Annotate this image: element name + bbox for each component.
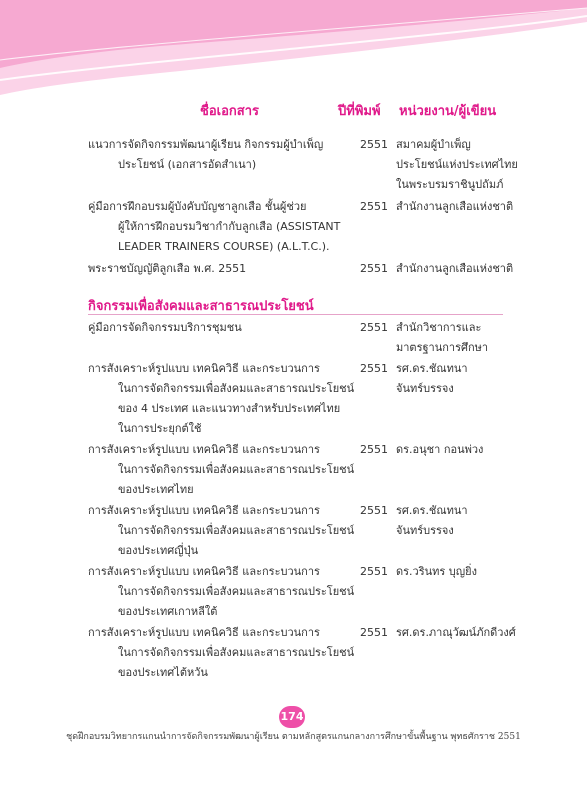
entry-year: 2551: [360, 321, 388, 334]
entry-author-line: ในพระบรมราชินูปถัมภ์: [396, 178, 504, 191]
entry-title-line: คู่มือการฝึกอบรมผู้บังคับบัญชาลูกเสือ ชั้นผู้ช่วย: [88, 200, 307, 213]
entry-author-line: รศ.ดร.ชัณทนา: [396, 504, 468, 517]
entry-title-line: ของประเทศไต้หวัน: [118, 666, 208, 679]
entry-title-line: การสังเคราะห์รูปแบบ เทคนิควิธี และกระบวนการ: [88, 626, 320, 639]
section-divider: [88, 314, 503, 315]
entry-author: [396, 135, 518, 195]
page-footer: ชุดฝึกอบรมวิทยากรแกนนำการจัดกิจกรรมพัฒนาผู้เรียน ตามหลักสูตรแกนกลางการศึกษาขั้นพื้นฐาน พุทธศักราช 2551: [66, 732, 521, 742]
page-number-badge: [279, 706, 305, 728]
entry-year: 2551: [360, 504, 388, 517]
entry-author-line: รศ.ดร.ภาณุวัฒน์ภักดีวงศ์: [396, 626, 516, 639]
entry-author-line: ประโยชน์แห่งประเทศไทย: [396, 158, 518, 171]
entry-title-line: ของประเทศไทย: [118, 483, 194, 496]
entry-year: 2551: [360, 200, 388, 213]
entry-title-line: ในการจัดกิจกรรมเพื่อสังคมและสาธารณประโยชน์: [118, 646, 355, 659]
entry-author: [396, 562, 514, 582]
entry-title-line: ของประเทศญี่ปุ่น: [118, 544, 199, 557]
entry-title-line: ในการจัดกิจกรรมเพื่อสังคมและสาธารณประโยชน์: [118, 463, 355, 476]
entry-title: [88, 562, 355, 622]
entry-title-line: ในการจัดกิจกรรมเพื่อสังคมและสาธารณประโยชน์: [118, 382, 355, 395]
entry-author: [396, 259, 514, 279]
entry-title-line: คู่มือการจัดกิจกรรมบริการชุมชน: [88, 321, 242, 334]
entry-title-line: การสังเคราะห์รูปแบบ เทคนิควิธี และกระบวนการ: [88, 504, 320, 517]
entry-title: [88, 135, 350, 175]
header-banner: [0, 0, 587, 110]
entry-title-line: การสังเคราะห์รูปแบบ เทคนิควิธี และกระบวนการ: [88, 565, 320, 578]
entry-author-line: จันทร์บรรจง: [396, 382, 454, 395]
entry-author-line: ดร.วรินทร บุญยิ่ง: [396, 565, 477, 578]
entry-title: [88, 501, 355, 561]
entry-title-line: ในการจัดกิจกรรมเพื่อสังคมและสาธารณประโยชน์: [118, 524, 355, 537]
entry-title-line: ผู้ให้การฝึกอบรมวิชากำกับลูกเสือ (ASSISTANT: [118, 220, 341, 233]
entry-title: [88, 259, 350, 279]
entry-author: [396, 623, 514, 643]
entry-title-line: ประโยชน์ (เอกสารอัดสำเนา): [118, 158, 257, 171]
entry-author-line: มาตรฐานการศึกษา: [396, 341, 489, 354]
column-header-author: หน่วยงาน/ผู้เขียน: [399, 104, 497, 119]
entry-title-line: การสังเคราะห์รูปแบบ เทคนิควิธี และกระบวนการ: [88, 362, 320, 375]
entry-author-line: สมาคมผู้บำเพ็ญ: [396, 138, 471, 151]
entry-year: 2551: [360, 262, 388, 275]
entry-title-line: ของ 4 ประเทศ และแนวทางสำหรับประเทศไทย: [118, 402, 341, 415]
entry-title-line: การสังเคราะห์รูปแบบ เทคนิควิธี และกระบวนการ: [88, 443, 320, 456]
entry-title-line: ในการประยุกต์ใช้: [118, 422, 202, 435]
entry-author: [396, 359, 514, 399]
section-title: กิจกรรมเพื่อสังคมและสาธารณประโยชน์: [88, 299, 314, 314]
entry-author: [396, 197, 514, 217]
entry-author-line: ดร.อนุชา กอนพ่วง: [396, 443, 484, 456]
column-header-year: ปีที่พิมพ์: [338, 104, 381, 119]
entry-author: [396, 501, 514, 541]
entry-author: [396, 440, 514, 460]
entry-title-line: ในการจัดกิจกรรมเพื่อสังคมและสาธารณประโยชน์: [118, 585, 355, 598]
entry-author-line: รศ.ดร.ชัณทนา: [396, 362, 468, 375]
column-header-title: ชื่อเอกสาร: [200, 104, 259, 119]
entry-title-line: ของประเทศเกาหลีใต้: [118, 605, 218, 618]
entry-title: [88, 623, 355, 683]
entry-title-line: LEADER TRAINERS COURSE) (A.L.T.C.).: [118, 240, 330, 253]
entry-title-line: แนวการจัดกิจกรรมพัฒนาผู้เรียน กิจกรรมผู้บำเพ็ญ: [88, 138, 324, 151]
entry-author-line: จันทร์บรรจง: [396, 524, 454, 537]
entry-year: 2551: [360, 138, 388, 151]
entry-year: 2551: [360, 443, 388, 456]
entry-author-line: สำนักงานลูกเสือแห่งชาติ: [396, 200, 514, 213]
entry-title: [88, 440, 355, 500]
entry-year: 2551: [360, 626, 388, 639]
entry-year: 2551: [360, 362, 388, 375]
entry-title: [88, 197, 350, 257]
entry-title: [88, 318, 350, 338]
entry-title-line: พระราชบัญญัติลูกเสือ พ.ศ. 2551: [88, 262, 247, 275]
entry-author: [396, 318, 514, 358]
page-number: 174: [280, 710, 304, 723]
entry-title: [88, 359, 355, 439]
entry-year: 2551: [360, 565, 388, 578]
entry-author-line: สำนักงานลูกเสือแห่งชาติ: [396, 262, 514, 275]
entry-author-line: สำนักวิชาการและ: [396, 321, 482, 334]
